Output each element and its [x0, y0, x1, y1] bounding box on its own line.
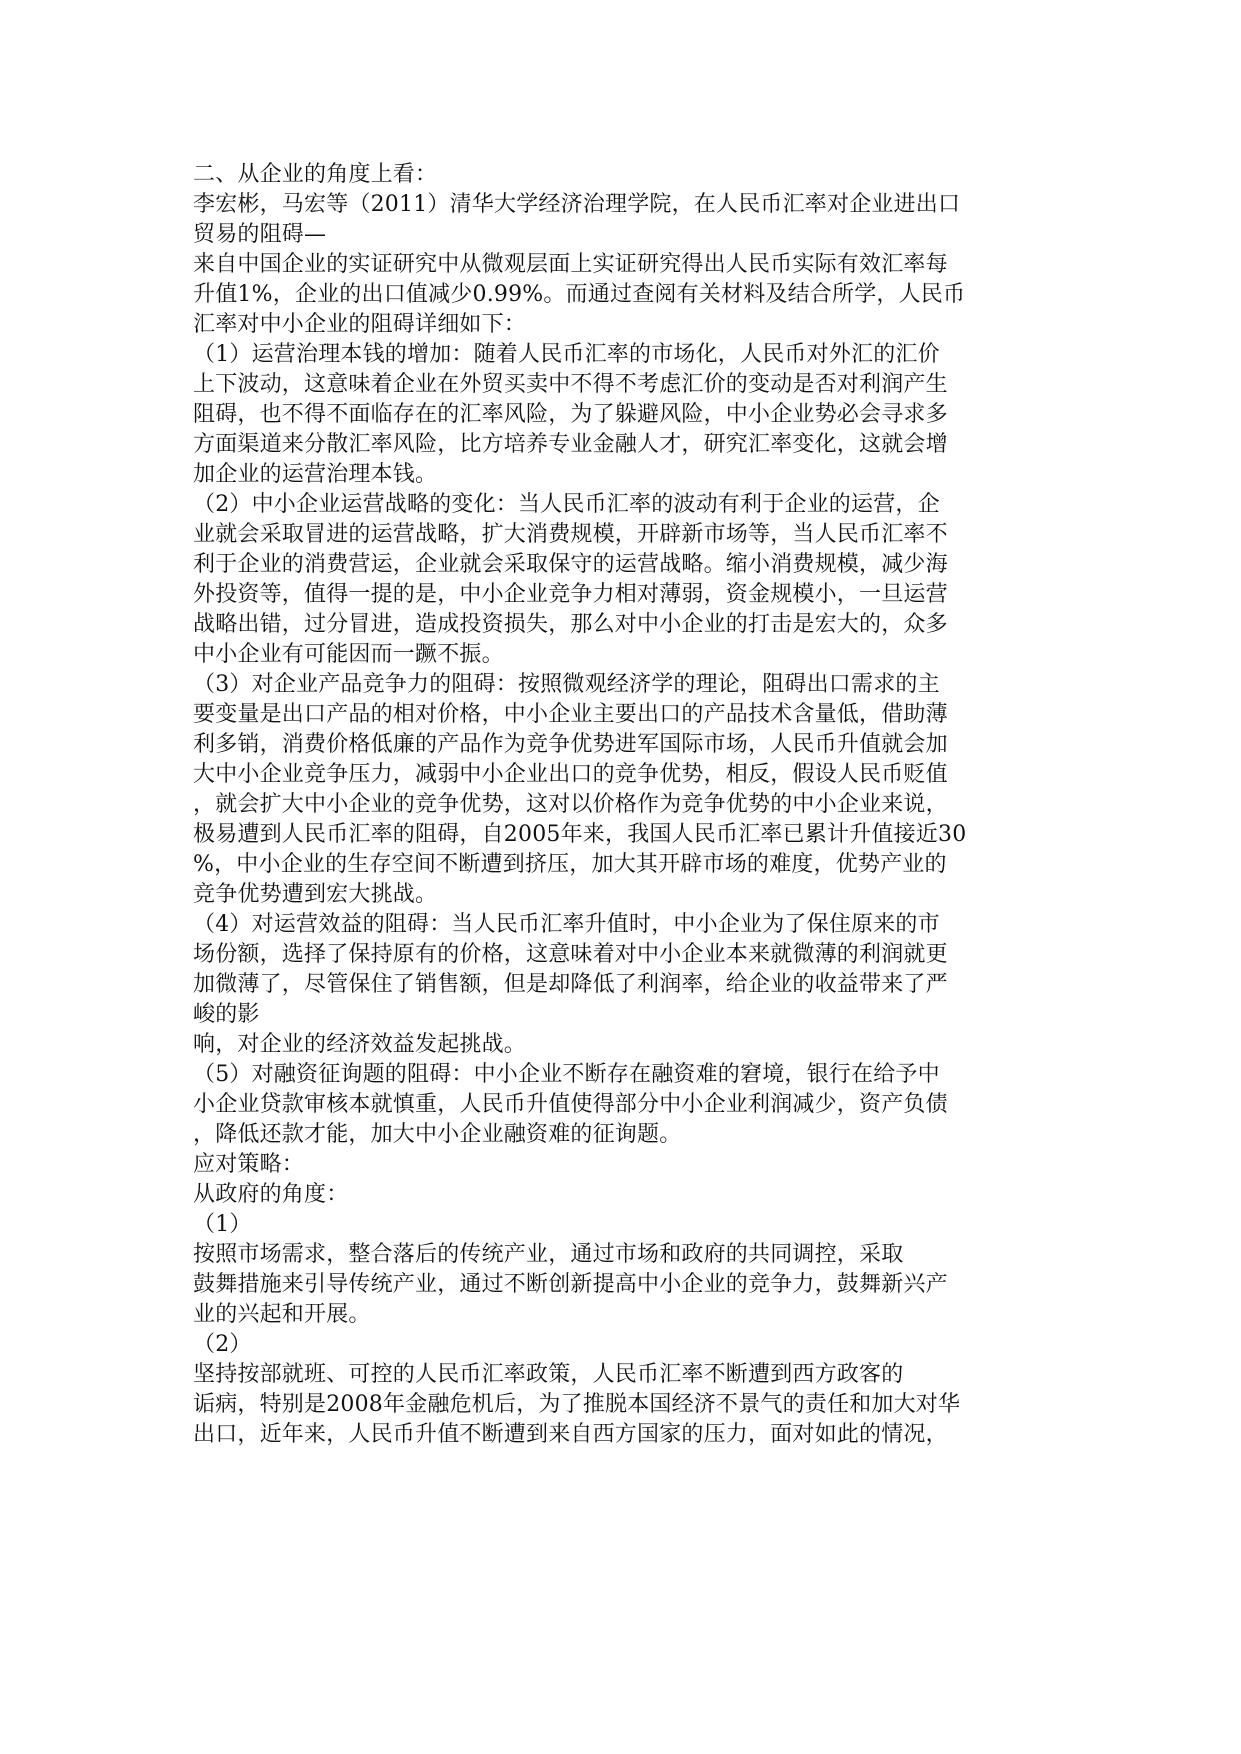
text-line: ，降低还款才能，加大中小企业融资难的征询题。: [193, 1122, 682, 1147]
text-line: 坚持按部就班、可控的人民币汇率政策，人民币汇率不断遭到西方政客的: [193, 1362, 904, 1387]
text-line: 小企业贷款审核本就慎重，人民币升值使得部分中小企业利润减少，资产负债: [193, 1092, 948, 1117]
text-line: 贸易的阻碍—: [193, 222, 327, 247]
text-line: 李宏彬，马宏等（2011）清华大学经济治理学院，在人民币汇率对企业进出口: [193, 192, 961, 217]
text-line: 诟病，特别是2008年金融危机后，为了推脱本国经济不景气的责任和加大对华: [193, 1392, 961, 1417]
text-line: （5）对融资征询题的阻碍：中小企业不断存在融资难的窘境，银行在给予中: [193, 1062, 940, 1087]
text-line: ，就会扩大中小企业的竞争优势，这对以价格作为竞争优势的中小企业来说，: [193, 792, 948, 817]
text-line: 要变量是出口产品的相对价格，中小企业主要出口的产品技术含量低，借助薄: [193, 702, 948, 727]
text-line: （2）: [193, 1332, 252, 1357]
text-line: 利于企业的消费营运，企业就会采取保守的运营战略。缩小消费规模，减少海: [193, 552, 948, 577]
text-line: 业的兴起和开展。: [193, 1302, 371, 1327]
text-line: 从政府的角度：: [193, 1182, 349, 1207]
text-line: 升值1%，企业的出口值减少0.99%。而通过查阅有关材料及结合所学，人民币: [193, 282, 966, 307]
text-line: 峻的影: [193, 1002, 260, 1027]
text-line: 外投资等，值得一提的是，中小企业竞争力相对薄弱，资金规模小，一旦运营: [193, 582, 948, 607]
text-line: 应对策略：: [193, 1152, 305, 1177]
text-line: （2）中小企业运营战略的变化：当人民币汇率的波动有利于企业的运营，企: [193, 492, 940, 517]
text-line: 战略出错，过分冒进，造成投资损失，那么对中小企业的打击是宏大的，众多: [193, 612, 948, 637]
document-body: [193, 160, 1053, 1450]
text-line: 大中小企业竞争压力，减弱中小企业出口的竞争优势，相反，假设人民币贬值: [193, 762, 948, 787]
text-line: （4）对运营效益的阻碍：当人民币汇率升值时，中小企业为了保住原来的市: [193, 912, 940, 937]
text-line: 极易遭到人民币汇率的阻碍，自2005年来，我国人民币汇率已累计升值接近30: [193, 822, 967, 847]
text-line: （3）对企业产品竞争力的阻碍：按照微观经济学的理论，阻碍出口需求的主: [193, 672, 940, 697]
text-line: （1）运营治理本钱的增加：随着人民币汇率的市场化，人民币对外汇的汇价: [193, 342, 940, 367]
text-line: 加微薄了，尽管保住了销售额，但是却降低了利润率，给企业的收益带来了严: [193, 972, 948, 997]
text-line: 上下波动，这意味着企业在外贸买卖中不得不考虑汇价的变动是否对利润产生: [193, 372, 948, 397]
text-line: %，中小企业的生存空间不断遭到挤压，加大其开辟市场的难度，优势产业的: [193, 852, 947, 877]
text-line: 按照市场需求，整合落后的传统产业，通过市场和政府的共同调控，采取: [193, 1242, 904, 1267]
text-line: 加企业的运营治理本钱。: [193, 462, 438, 487]
text-line: 方面渠道来分散汇率风险，比方培养专业金融人才，研究汇率变化，这就会增: [193, 432, 948, 457]
text-line: 场份额，选择了保持原有的价格，这意味着对中小企业本来就微薄的利润就更: [193, 942, 948, 967]
text-line: 汇率对中小企业的阻碍详细如下：: [193, 312, 527, 337]
text-line: 中小企业有可能因而一蹶不振。: [193, 642, 504, 667]
text-line: （1）: [193, 1212, 252, 1237]
text-line: 利多销，消费价格低廉的产品作为竞争优势进军国际市场，人民币升值就会加: [193, 732, 948, 757]
text-line: 阻碍，也不得不面临存在的汇率风险，为了躲避风险，中小企业势必会寻求多: [193, 402, 948, 427]
text-line: 来自中国企业的实证研究中从微观层面上实证研究得出人民币实际有效汇率每: [193, 252, 948, 277]
text-line: 响，对企业的经济效益发起挑战。: [193, 1032, 527, 1057]
text-line: 鼓舞措施来引导传统产业，通过不断创新提高中小企业的竞争力，鼓舞新兴产: [193, 1272, 948, 1297]
text-line: 二、从企业的角度上看：: [193, 162, 438, 187]
text-line: 竞争优势遭到宏大挑战。: [193, 882, 438, 907]
text-line: 出口，近年来，人民币升值不断遭到来自西方国家的压力，面对如此的情况，: [193, 1422, 948, 1447]
text-line: 业就会采取冒进的运营战略，扩大消费规模，开辟新市场等，当人民币汇率不: [193, 522, 948, 547]
